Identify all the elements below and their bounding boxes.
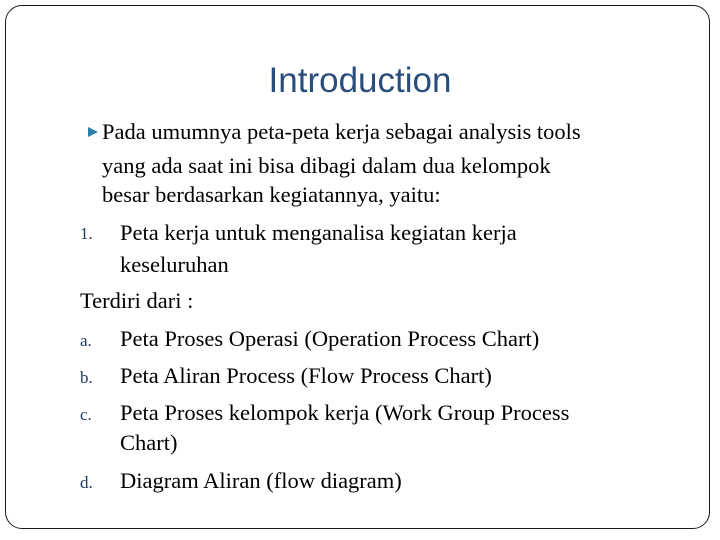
list-item-d: Diagram Aliran (flow diagram): [120, 468, 402, 493]
list-item-b: Peta Aliran Process (Flow Process Chart): [120, 363, 492, 388]
list-item-marker-c: c.: [80, 405, 92, 424]
list-item-marker-d: d.: [80, 473, 93, 492]
intro-line-2: yang ada saat ini bisa dibagi dalam dua kelompok: [102, 153, 551, 178]
intro-line-3: besar berdasarkan kegiatannya, yaitu:: [102, 182, 441, 207]
numbered-line-1: Peta kerja untuk menganalisa kegiatan kerja: [120, 220, 517, 245]
bullet-arrow-icon: [88, 127, 98, 137]
list-item-c-line-2: Chart): [120, 430, 178, 455]
subheading: Terdiri dari :: [80, 288, 194, 313]
intro-line-1: Pada umumnya peta-peta kerja sebagai analysis tools: [102, 119, 581, 144]
list-item-c-line-1: Peta Proses kelompok kerja (Work Group Process: [120, 400, 570, 425]
slide-title: Introduction: [268, 61, 452, 100]
numbered-marker: 1.: [80, 224, 93, 243]
numbered-line-2: keseluruhan: [120, 252, 229, 277]
list-item-marker-a: a.: [80, 331, 92, 350]
list-item-a: Peta Proses Operasi (Operation Process Chart): [120, 326, 540, 351]
list-item-marker-b: b.: [80, 368, 93, 387]
